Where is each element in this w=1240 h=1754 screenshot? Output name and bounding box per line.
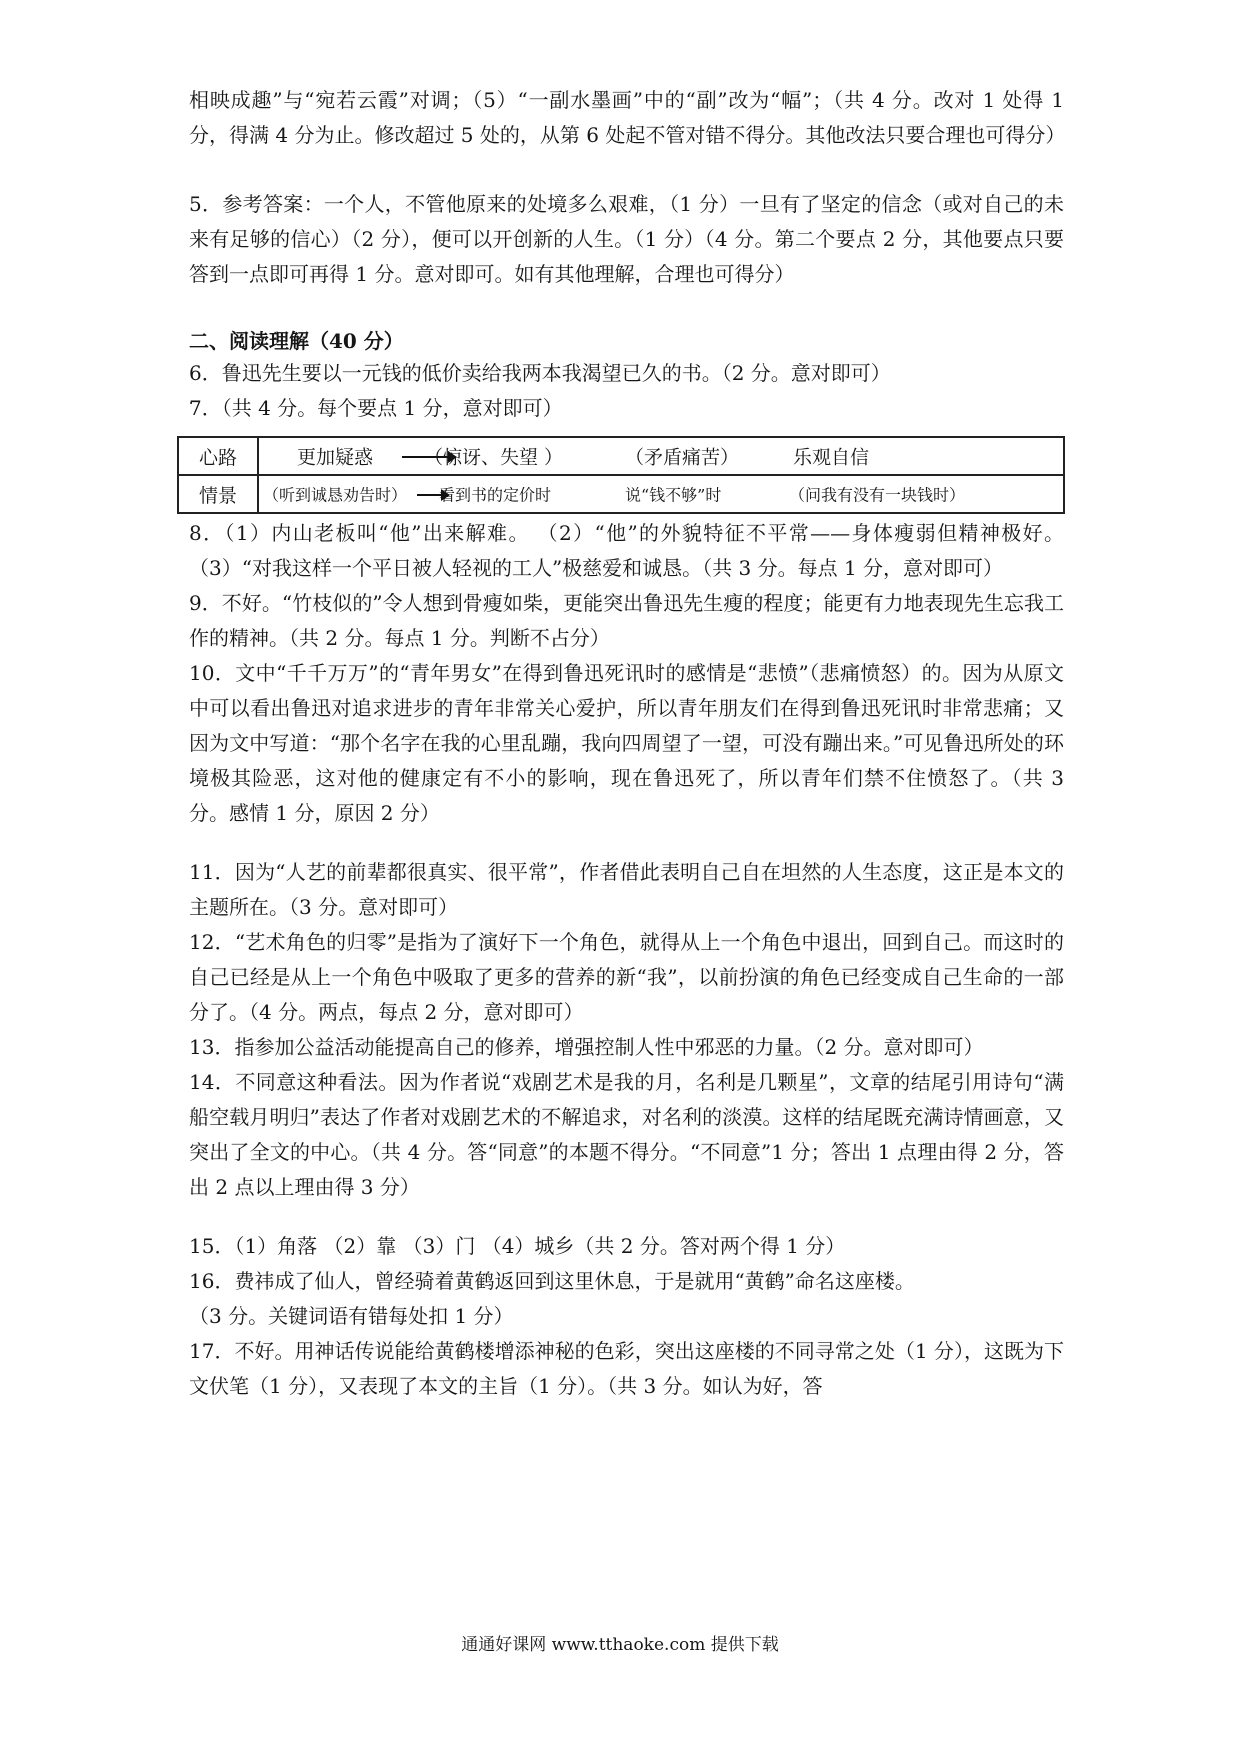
answer-q17: 17．不好。用神话传说能给黄鹤楼增添神秘的色彩，突出这座楼的不同寻常之处（1 分），这既为下文伏笔（1 分），又表现了本文的主旨（1 分）。（共 3 分。如认为好，答 — [189, 1339, 1064, 1398]
flow-item: （问我有没有一块钱时） — [789, 485, 966, 505]
answer-q10: 10．文中“千千万万”的“青年男女”在得到鲁迅死讯时的感情是“悲愤”（悲痛愤怒）的。因为从原文中可以看出鲁迅对追求进步的青年非常关心爱护，所以青年朋友们在得到鲁迅死讯时非常悲痛；又因为文中写道：“那个名字在我的心里乱蹦，我向四周望了一望，可没有蹦出来。”可见鲁迅所处的环境极其险恶，这对他的健康定有不小的影响，现在鲁迅死了，所以青年们禁不住愤怒了。（共 3 分。感情 1 分，原因 2 分） — [189, 661, 1064, 825]
flow-item: 乐观自信 — [793, 446, 870, 469]
answer-q15: 15．（1）角落 （2）靠 （3）门 （4）城乡（共 2 分。答对两个得 1 分） — [189, 1234, 846, 1258]
emotion-flow-table — [177, 436, 1065, 514]
answer-q12: 12．“艺术角色的归零”是指为了演好下一个角色，就得从上一个角色中退出，回到自己。而这时的自己已经是从上一个角色中吸取了更多的营养的新“我”，以前扮演的角色已经变成自己生命的一部分了。（4 分。两点，每点 2 分，意对即可） — [189, 930, 1064, 1024]
flow-row-label: 心路 — [178, 437, 258, 475]
flow-item: （听到诚恳劝告时） — [263, 485, 408, 505]
flow-row-scene — [178, 475, 1064, 513]
flow-item: 说“钱不够”时 — [625, 485, 722, 505]
flow-row-cells — [258, 437, 1064, 475]
flow-row-label: 情景 — [178, 475, 258, 513]
answer-q16-score: （3 分。关键词语有错每处扣 1 分） — [189, 1304, 514, 1328]
flow-item: （矛盾痛苦） — [625, 446, 740, 469]
flow-row-mind — [178, 437, 1064, 475]
flow-row-cells — [258, 475, 1064, 513]
flow-item: 看到书的定价时 — [439, 485, 552, 505]
answer-q7: 7．（共 4 分。每个要点 1 分，意对即可） — [189, 396, 563, 420]
flow-item: （惊讶、失望 ） — [424, 446, 564, 469]
answer-content — [189, 83, 1064, 1404]
answer-q8: 8．（1）内山老板叫“他”出来解难。 （2）“他”的外貌特征不平常——身体瘦弱但精神极好。（3）“对我这样一个平日被人轻视的工人”极慈爱和诚恳。（共 3 分。每点 1 分，意对即可） — [189, 521, 1064, 580]
answer-q14: 14．不同意这种看法。因为作者说“戏剧艺术是我的月，名利是几颗星”，文章的结尾引用诗句“满船空载月明归”表达了作者对戏剧艺术的不解追求，对名利的淡漠。这样的结尾既充满诗情画意，又突出了全文的中心。（共 4 分。答“同意”的本题不得分。“不同意”1 分；答出 1 点理由得 2 分，答出 2 点以上理由得 3 分） — [189, 1070, 1064, 1199]
answer-q11: 11．因为“人艺的前辈都很真实、很平常”，作者借此表明自己自在坦然的人生态度，这正是本文的主题所在。（3 分。意对即可） — [189, 860, 1064, 919]
answer-q16: 16．费祎成了仙人，曾经骑着黄鹤返回到这里休息，于是就用“黄鹤”命名这座楼。 — [189, 1269, 915, 1293]
paragraph-q4-continued: 相映成趣”与“宛若云霞”对调；（5）“一副水墨画”中的“副”改为“幅”；（共 4 分。改对 1 处得 1 分，得满 4 分为止。修改超过 5 处的，从第 6 处起不管对错不得分。其他改法只要合理也可得分） — [189, 88, 1066, 147]
flow-item: 更加疑惑 — [297, 446, 374, 469]
answer-q6: 6．鲁迅先生要以一元钱的低价卖给我两本我渴望已久的书。（2 分。意对即可） — [189, 361, 891, 385]
page-footer: 通通好课网 www.tthaoke.com 提供下载 — [461, 1635, 779, 1655]
paragraph-q5: 5．参考答案：一个人，不管他原来的处境多么艰难，（1 分）一旦有了坚定的信念（或对自己的未来有足够的信心）（2 分），便可以开创新的人生。（1 分）（4 分。第二个要点 2 分，其他要点只要答到一点即可再得 1 分。意对即可。如有其他理解，合理也可得分） — [189, 192, 1064, 286]
section-heading-reading: 二、阅读理解（40 分） — [189, 329, 404, 353]
answer-q9: 9．不好。“竹枝似的”令人想到骨瘦如柴，更能突出鲁迅先生瘦的程度；能更有力地表现先生忘我工作的精神。（共 2 分。每点 1 分。判断不占分） — [189, 591, 1064, 650]
answer-q13: 13．指参加公益活动能提高自己的修养，增强控制人性中邪恶的力量。（2 分。意对即可） — [189, 1035, 984, 1059]
